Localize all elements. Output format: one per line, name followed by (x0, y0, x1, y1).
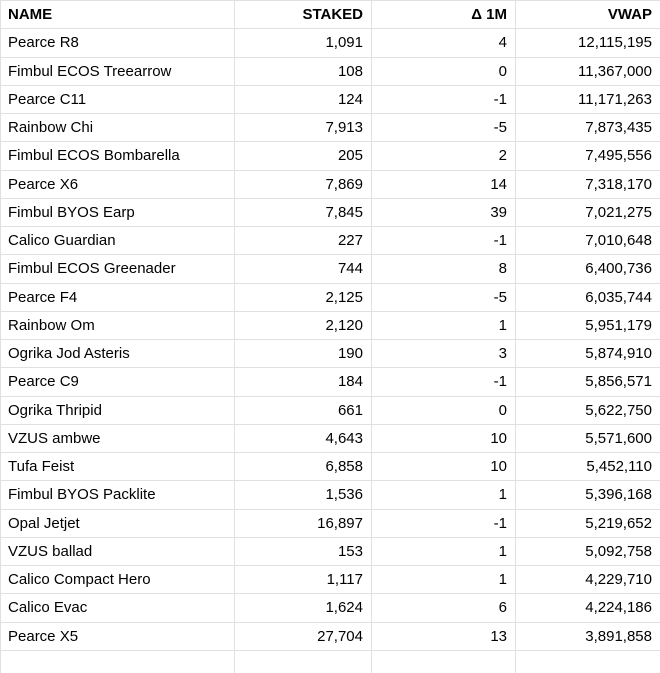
cell-staked: 227 (235, 227, 372, 255)
cell-delta-1m: 14 (372, 170, 516, 198)
cell-delta-1m: -5 (372, 114, 516, 142)
cell-name: VZUS ballad (1, 537, 235, 565)
cell-name: Fimbul ECOS Bombarella (1, 142, 235, 170)
cell-name: Ogrika Jod Asteris (1, 340, 235, 368)
cell-staked: 1,536 (235, 481, 372, 509)
cell-staked: 16,897 (235, 509, 372, 537)
cell-name: Pearce C11 (1, 85, 235, 113)
cell-vwap: 5,622,750 (516, 396, 660, 424)
cell-vwap: 4,224,186 (516, 594, 660, 622)
cell-vwap (516, 650, 660, 673)
cell-staked: 7,869 (235, 170, 372, 198)
cell-name: Rainbow Chi (1, 114, 235, 142)
cell-staked: 184 (235, 368, 372, 396)
cell-vwap: 5,571,600 (516, 424, 660, 452)
cell-delta-1m: -5 (372, 283, 516, 311)
cell-delta-1m: -1 (372, 368, 516, 396)
cell-staked: 27,704 (235, 622, 372, 650)
cell-delta-1m: 2 (372, 142, 516, 170)
column-header-name: NAME (1, 1, 235, 29)
cell-staked: 1,624 (235, 594, 372, 622)
cell-name: Pearce F4 (1, 283, 235, 311)
table-row (1, 29, 660, 57)
cell-delta-1m: 1 (372, 537, 516, 565)
cell-delta-1m: 10 (372, 453, 516, 481)
cell-delta-1m: 8 (372, 255, 516, 283)
cell-vwap: 7,873,435 (516, 114, 660, 142)
table-row (1, 57, 660, 85)
cell-delta-1m: 1 (372, 311, 516, 339)
table-row (1, 509, 660, 537)
cell-vwap: 3,891,858 (516, 622, 660, 650)
cell-name: Calico Guardian (1, 227, 235, 255)
table-row (1, 622, 660, 650)
cell-name: Fimbul BYOS Packlite (1, 481, 235, 509)
cell-staked: 661 (235, 396, 372, 424)
cell-vwap: 12,115,195 (516, 29, 660, 57)
cell-staked: 7,845 (235, 198, 372, 226)
cell-vwap: 5,951,179 (516, 311, 660, 339)
table-row (1, 424, 660, 452)
table-row (1, 566, 660, 594)
cell-staked: 108 (235, 57, 372, 85)
cell-name: Ogrika Thripid (1, 396, 235, 424)
table-row (1, 227, 660, 255)
cell-vwap: 11,367,000 (516, 57, 660, 85)
cell-staked (235, 650, 372, 673)
cell-delta-1m: -1 (372, 85, 516, 113)
cell-delta-1m: 4 (372, 29, 516, 57)
cell-staked: 205 (235, 142, 372, 170)
cell-delta-1m: 3 (372, 340, 516, 368)
cell-staked: 124 (235, 85, 372, 113)
cell-delta-1m: -1 (372, 509, 516, 537)
cell-name: Calico Evac (1, 594, 235, 622)
table-row (1, 594, 660, 622)
cell-staked: 2,125 (235, 283, 372, 311)
cell-name: Pearce X6 (1, 170, 235, 198)
cell-name: VZUS ambwe (1, 424, 235, 452)
cell-vwap: 7,495,556 (516, 142, 660, 170)
cell-delta-1m: -1 (372, 227, 516, 255)
cell-delta-1m (372, 650, 516, 673)
cell-delta-1m: 1 (372, 481, 516, 509)
table-row (1, 311, 660, 339)
table-row (1, 340, 660, 368)
column-header-vwap: VWAP (516, 1, 660, 29)
cell-staked: 7,913 (235, 114, 372, 142)
cell-delta-1m: 0 (372, 396, 516, 424)
table-row (1, 283, 660, 311)
table-row (1, 198, 660, 226)
cell-name: Tufa Feist (1, 453, 235, 481)
cell-name: Fimbul BYOS Earp (1, 198, 235, 226)
cell-vwap: 7,318,170 (516, 170, 660, 198)
cell-delta-1m: 13 (372, 622, 516, 650)
cell-vwap: 4,229,710 (516, 566, 660, 594)
cell-name: Opal Jetjet (1, 509, 235, 537)
cell-staked: 2,120 (235, 311, 372, 339)
cell-delta-1m: 39 (372, 198, 516, 226)
cell-name: Rainbow Om (1, 311, 235, 339)
cell-vwap: 5,092,758 (516, 537, 660, 565)
cell-name: Pearce R8 (1, 29, 235, 57)
table-row (1, 481, 660, 509)
cell-delta-1m: 1 (372, 566, 516, 594)
table-row (1, 170, 660, 198)
cell-vwap: 6,400,736 (516, 255, 660, 283)
cell-delta-1m: 10 (372, 424, 516, 452)
cell-name: Calico Compact Hero (1, 566, 235, 594)
cell-staked: 6,858 (235, 453, 372, 481)
cell-delta-1m: 0 (372, 57, 516, 85)
cell-staked: 1,091 (235, 29, 372, 57)
cell-vwap: 5,452,110 (516, 453, 660, 481)
cell-staked: 744 (235, 255, 372, 283)
cell-staked: 153 (235, 537, 372, 565)
cell-delta-1m: 6 (372, 594, 516, 622)
table-row (1, 396, 660, 424)
cell-vwap: 5,396,168 (516, 481, 660, 509)
cell-vwap: 7,021,275 (516, 198, 660, 226)
cell-staked: 4,643 (235, 424, 372, 452)
cell-name: Fimbul ECOS Greenader (1, 255, 235, 283)
cell-name: Fimbul ECOS Treearrow (1, 57, 235, 85)
clipped-partial-row (1, 650, 660, 673)
cell-vwap: 5,874,910 (516, 340, 660, 368)
table-row (1, 368, 660, 396)
column-header-delta-1m: Δ 1M (372, 1, 516, 29)
table-row (1, 255, 660, 283)
table-row (1, 453, 660, 481)
header-row (1, 1, 660, 29)
cell-name (1, 650, 235, 673)
cell-staked: 190 (235, 340, 372, 368)
cell-vwap: 5,219,652 (516, 509, 660, 537)
table-row (1, 142, 660, 170)
cell-vwap: 5,856,571 (516, 368, 660, 396)
cell-name: Pearce X5 (1, 622, 235, 650)
cell-vwap: 11,171,263 (516, 85, 660, 113)
cell-vwap: 7,010,648 (516, 227, 660, 255)
table-row (1, 114, 660, 142)
table-row (1, 85, 660, 113)
cell-vwap: 6,035,744 (516, 283, 660, 311)
table-row (1, 537, 660, 565)
cell-staked: 1,117 (235, 566, 372, 594)
cell-name: Pearce C9 (1, 368, 235, 396)
column-header-staked: STAKED (235, 1, 372, 29)
